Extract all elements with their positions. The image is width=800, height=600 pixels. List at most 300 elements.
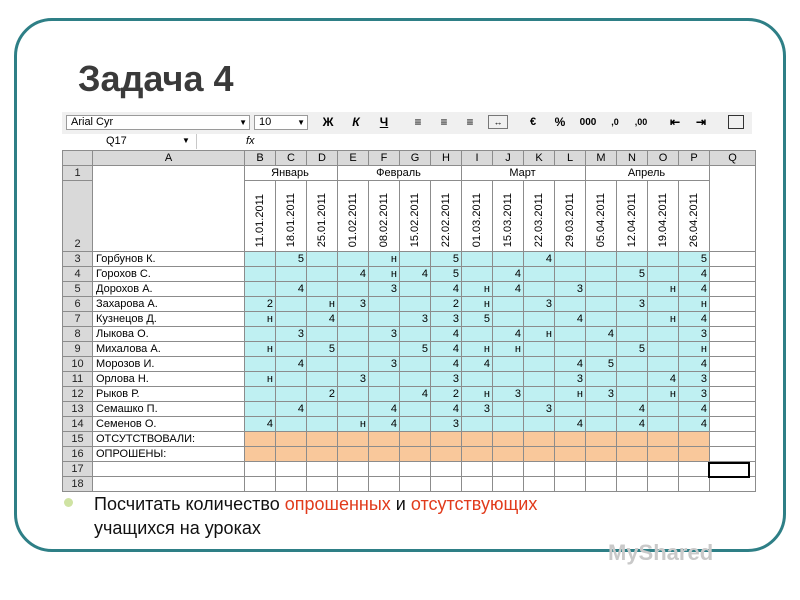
date-header[interactable] [586, 181, 617, 252]
grade-cell[interactable]: 4 [400, 267, 431, 282]
grade-cell[interactable]: 3 [617, 297, 648, 312]
grade-cell[interactable]: 4 [338, 267, 369, 282]
row-header[interactable]: 1 [63, 166, 93, 181]
grade-cell[interactable] [617, 312, 648, 327]
summary-cell[interactable] [338, 447, 369, 462]
cell[interactable] [710, 327, 756, 342]
grade-cell[interactable] [493, 417, 524, 432]
summary-cell[interactable] [617, 447, 648, 462]
row-header[interactable]: 2 [63, 181, 93, 252]
student-name-cell[interactable]: Морозов И. [93, 357, 245, 372]
grade-cell[interactable]: 2 [431, 297, 462, 312]
name-box[interactable] [66, 134, 197, 149]
grade-cell[interactable]: 4 [307, 312, 338, 327]
summary-cell[interactable] [276, 432, 307, 447]
grade-cell[interactable] [493, 402, 524, 417]
grade-cell[interactable] [338, 282, 369, 297]
thousands-button[interactable]: 000 [579, 117, 597, 128]
grade-cell[interactable]: 2 [431, 387, 462, 402]
grade-cell[interactable]: н [369, 252, 400, 267]
summary-label-cell[interactable]: ОТСУТСТВОВАЛИ: [93, 432, 245, 447]
increase-indent-icon[interactable]: ⇥ [695, 115, 707, 129]
grade-cell[interactable]: н [679, 342, 710, 357]
grade-cell[interactable] [648, 267, 679, 282]
name-header-cell[interactable] [93, 166, 245, 252]
grade-cell[interactable] [307, 357, 338, 372]
grade-cell[interactable]: 4 [524, 252, 555, 267]
grade-cell[interactable]: 4 [493, 267, 524, 282]
grade-cell[interactable] [524, 312, 555, 327]
cell[interactable] [710, 432, 756, 447]
cell[interactable] [93, 477, 245, 492]
increase-decimal-icon[interactable]: ,0 [611, 117, 619, 127]
grade-cell[interactable] [307, 417, 338, 432]
cell[interactable] [369, 477, 400, 492]
student-name-cell[interactable]: Лыкова О. [93, 327, 245, 342]
column-header-p[interactable]: P [679, 151, 710, 166]
cell[interactable] [307, 477, 338, 492]
grade-cell[interactable] [307, 282, 338, 297]
row-header[interactable]: 12 [63, 387, 93, 402]
grade-cell[interactable]: н [648, 312, 679, 327]
grade-cell[interactable]: н [462, 297, 493, 312]
cell[interactable] [710, 387, 756, 402]
column-header-q[interactable]: Q [710, 151, 756, 166]
summary-cell[interactable] [369, 447, 400, 462]
align-center-icon[interactable]: ≡ [440, 115, 448, 129]
grade-cell[interactable] [648, 327, 679, 342]
grade-cell[interactable]: 4 [617, 417, 648, 432]
grade-cell[interactable]: 3 [338, 297, 369, 312]
grade-cell[interactable]: 3 [431, 312, 462, 327]
grade-cell[interactable] [524, 267, 555, 282]
summary-cell[interactable] [648, 432, 679, 447]
select-all-corner[interactable] [63, 151, 93, 166]
grade-cell[interactable]: 5 [617, 342, 648, 357]
align-left-icon[interactable]: ≡ [414, 115, 422, 129]
cell[interactable] [710, 312, 756, 327]
merge-center-icon[interactable]: ↔ [488, 115, 508, 129]
grade-cell[interactable] [338, 402, 369, 417]
student-name-cell[interactable]: Дорохов А. [93, 282, 245, 297]
decrease-indent-icon[interactable]: ⇤ [669, 115, 681, 129]
grade-cell[interactable]: 4 [431, 402, 462, 417]
grade-cell[interactable]: 4 [276, 282, 307, 297]
grade-cell[interactable]: 4 [555, 417, 586, 432]
cell[interactable] [431, 477, 462, 492]
grade-cell[interactable]: 3 [338, 372, 369, 387]
summary-label-cell[interactable]: ОПРОШЕНЫ: [93, 447, 245, 462]
grade-cell[interactable] [245, 267, 276, 282]
summary-cell[interactable] [679, 432, 710, 447]
grade-cell[interactable]: 3 [555, 282, 586, 297]
cell[interactable] [307, 462, 338, 477]
summary-cell[interactable] [493, 432, 524, 447]
grade-cell[interactable]: 4 [431, 357, 462, 372]
summary-cell[interactable] [555, 432, 586, 447]
grade-cell[interactable]: 4 [617, 402, 648, 417]
grade-cell[interactable] [400, 372, 431, 387]
cell[interactable] [710, 357, 756, 372]
grade-cell[interactable]: 3 [586, 387, 617, 402]
grade-cell[interactable]: 3 [369, 327, 400, 342]
grade-cell[interactable] [648, 417, 679, 432]
summary-cell[interactable] [307, 447, 338, 462]
student-name-cell[interactable]: Горохов С. [93, 267, 245, 282]
student-name-cell[interactable]: Рыков Р. [93, 387, 245, 402]
grade-cell[interactable] [400, 357, 431, 372]
grade-cell[interactable]: 4 [245, 417, 276, 432]
summary-cell[interactable] [586, 447, 617, 462]
row-header[interactable]: 17 [63, 462, 93, 477]
grade-cell[interactable]: 3 [369, 357, 400, 372]
grade-cell[interactable] [524, 372, 555, 387]
grade-cell[interactable]: 3 [679, 327, 710, 342]
date-header[interactable] [617, 181, 648, 252]
column-header-n[interactable]: N [617, 151, 648, 166]
grade-cell[interactable] [586, 342, 617, 357]
cell[interactable] [710, 282, 756, 297]
grade-cell[interactable] [245, 357, 276, 372]
column-header-j[interactable]: J [493, 151, 524, 166]
month-header[interactable]: Январь [245, 166, 338, 181]
grade-cell[interactable] [555, 402, 586, 417]
cell[interactable] [710, 477, 756, 492]
font-name-select[interactable] [66, 115, 250, 130]
grade-cell[interactable] [400, 327, 431, 342]
grade-cell[interactable] [400, 297, 431, 312]
grade-cell[interactable]: 4 [679, 267, 710, 282]
cell[interactable] [710, 402, 756, 417]
date-header[interactable] [276, 181, 307, 252]
summary-cell[interactable] [524, 447, 555, 462]
grade-cell[interactable] [400, 252, 431, 267]
grade-cell[interactable]: 4 [400, 387, 431, 402]
grade-cell[interactable] [586, 417, 617, 432]
summary-cell[interactable] [462, 432, 493, 447]
summary-cell[interactable] [617, 432, 648, 447]
summary-cell[interactable] [307, 432, 338, 447]
grade-cell[interactable]: 5 [400, 342, 431, 357]
student-name-cell[interactable]: Семенов О. [93, 417, 245, 432]
grade-cell[interactable] [338, 252, 369, 267]
column-header-g[interactable]: G [400, 151, 431, 166]
row-header[interactable]: 14 [63, 417, 93, 432]
grade-cell[interactable] [617, 282, 648, 297]
grade-cell[interactable]: 4 [555, 357, 586, 372]
summary-cell[interactable] [462, 447, 493, 462]
grade-cell[interactable] [493, 297, 524, 312]
cell[interactable] [586, 477, 617, 492]
date-header[interactable] [648, 181, 679, 252]
summary-cell[interactable] [369, 432, 400, 447]
grade-cell[interactable] [493, 372, 524, 387]
grade-cell[interactable]: н [524, 327, 555, 342]
grade-cell[interactable] [369, 312, 400, 327]
grade-cell[interactable] [276, 342, 307, 357]
grade-cell[interactable] [462, 252, 493, 267]
summary-cell[interactable] [586, 432, 617, 447]
cell[interactable] [276, 462, 307, 477]
column-header-l[interactable]: L [555, 151, 586, 166]
row-header[interactable]: 16 [63, 447, 93, 462]
grade-cell[interactable] [617, 357, 648, 372]
cell[interactable] [679, 477, 710, 492]
column-header-m[interactable]: M [586, 151, 617, 166]
grade-cell[interactable] [648, 357, 679, 372]
date-header[interactable] [431, 181, 462, 252]
grade-cell[interactable] [586, 267, 617, 282]
grade-cell[interactable] [524, 387, 555, 402]
date-header[interactable] [307, 181, 338, 252]
grade-cell[interactable] [617, 387, 648, 402]
cell[interactable] [710, 447, 756, 462]
percent-button[interactable]: % [554, 115, 566, 129]
grade-cell[interactable] [245, 252, 276, 267]
grade-cell[interactable]: н [245, 312, 276, 327]
grade-cell[interactable] [617, 372, 648, 387]
grade-cell[interactable] [648, 252, 679, 267]
underline-button[interactable]: Ч [379, 115, 389, 129]
cell[interactable] [710, 267, 756, 282]
grade-cell[interactable]: 4 [462, 357, 493, 372]
grade-cell[interactable] [648, 297, 679, 312]
grade-cell[interactable] [369, 297, 400, 312]
column-header-f[interactable]: F [369, 151, 400, 166]
grade-cell[interactable]: н [245, 342, 276, 357]
grade-cell[interactable]: 4 [679, 417, 710, 432]
summary-cell[interactable] [431, 432, 462, 447]
column-header-i[interactable]: I [462, 151, 493, 166]
bold-button[interactable]: Ж [322, 115, 334, 129]
summary-cell[interactable] [400, 432, 431, 447]
grade-cell[interactable]: 3 [524, 297, 555, 312]
column-header-b[interactable]: B [245, 151, 276, 166]
summary-cell[interactable] [431, 447, 462, 462]
grade-cell[interactable] [369, 387, 400, 402]
grade-cell[interactable] [276, 312, 307, 327]
student-name-cell[interactable]: Михалова А. [93, 342, 245, 357]
grade-cell[interactable]: 3 [493, 387, 524, 402]
grade-cell[interactable]: 4 [555, 312, 586, 327]
grade-cell[interactable]: 5 [462, 312, 493, 327]
grade-cell[interactable]: 5 [617, 267, 648, 282]
grade-cell[interactable]: н [338, 417, 369, 432]
cell[interactable] [400, 477, 431, 492]
selected-cell-q17[interactable] [708, 462, 750, 478]
grade-cell[interactable] [276, 267, 307, 282]
grade-cell[interactable]: 3 [524, 402, 555, 417]
cell[interactable] [462, 477, 493, 492]
align-right-icon[interactable]: ≡ [466, 115, 474, 129]
grade-cell[interactable]: 4 [679, 357, 710, 372]
grade-cell[interactable] [400, 417, 431, 432]
summary-cell[interactable] [493, 447, 524, 462]
month-header[interactable]: Февраль [338, 166, 462, 181]
grade-cell[interactable]: 3 [369, 282, 400, 297]
grade-cell[interactable]: 5 [586, 357, 617, 372]
grade-cell[interactable]: н [555, 387, 586, 402]
row-header[interactable]: 18 [63, 477, 93, 492]
grade-cell[interactable]: 4 [648, 372, 679, 387]
cell[interactable] [493, 477, 524, 492]
date-header[interactable] [338, 181, 369, 252]
row-header[interactable]: 8 [63, 327, 93, 342]
grade-cell[interactable] [493, 252, 524, 267]
row-header[interactable]: 11 [63, 372, 93, 387]
fx-icon[interactable]: fx [246, 135, 255, 147]
grade-cell[interactable] [400, 282, 431, 297]
grade-cell[interactable]: н [462, 342, 493, 357]
grade-cell[interactable] [307, 252, 338, 267]
grade-cell[interactable]: 5 [679, 252, 710, 267]
grade-cell[interactable] [524, 342, 555, 357]
grade-cell[interactable] [462, 327, 493, 342]
grade-cell[interactable]: 4 [431, 282, 462, 297]
cell[interactable] [400, 462, 431, 477]
cell[interactable] [710, 297, 756, 312]
column-header-k[interactable]: K [524, 151, 555, 166]
grade-cell[interactable] [555, 297, 586, 312]
cell[interactable] [648, 477, 679, 492]
date-header[interactable] [679, 181, 710, 252]
grade-cell[interactable]: 3 [555, 372, 586, 387]
grade-cell[interactable] [245, 402, 276, 417]
grade-cell[interactable] [586, 282, 617, 297]
cell[interactable] [431, 462, 462, 477]
date-header[interactable] [245, 181, 276, 252]
grade-cell[interactable] [338, 312, 369, 327]
grade-cell[interactable] [369, 372, 400, 387]
grade-cell[interactable] [245, 282, 276, 297]
cell[interactable] [586, 462, 617, 477]
grade-cell[interactable]: 3 [679, 387, 710, 402]
date-header[interactable] [524, 181, 555, 252]
grade-cell[interactable] [307, 372, 338, 387]
grade-cell[interactable] [462, 267, 493, 282]
grade-cell[interactable]: 4 [679, 312, 710, 327]
grade-cell[interactable] [555, 327, 586, 342]
cell[interactable] [524, 477, 555, 492]
column-header-d[interactable]: D [307, 151, 338, 166]
month-header[interactable]: Апрель [586, 166, 710, 181]
cell[interactable] [245, 462, 276, 477]
grade-cell[interactable]: н [369, 267, 400, 282]
grade-cell[interactable] [400, 402, 431, 417]
grade-cell[interactable] [307, 267, 338, 282]
grade-cell[interactable]: 4 [369, 417, 400, 432]
summary-cell[interactable] [276, 447, 307, 462]
grade-cell[interactable] [245, 387, 276, 402]
row-header[interactable]: 13 [63, 402, 93, 417]
grade-cell[interactable] [276, 372, 307, 387]
grade-cell[interactable] [586, 297, 617, 312]
grade-cell[interactable]: 4 [276, 357, 307, 372]
cell[interactable] [710, 252, 756, 267]
student-name-cell[interactable]: Горбунов К. [93, 252, 245, 267]
cell[interactable] [493, 462, 524, 477]
cell[interactable] [338, 477, 369, 492]
grade-cell[interactable]: 3 [400, 312, 431, 327]
row-header[interactable]: 15 [63, 432, 93, 447]
grade-cell[interactable] [648, 342, 679, 357]
cell[interactable] [679, 462, 710, 477]
grade-cell[interactable]: 4 [679, 282, 710, 297]
grade-cell[interactable]: 4 [276, 402, 307, 417]
month-header[interactable]: Март [462, 166, 586, 181]
cell[interactable] [710, 417, 756, 432]
cell[interactable] [276, 477, 307, 492]
italic-button[interactable]: К [352, 115, 360, 129]
row-header[interactable]: 10 [63, 357, 93, 372]
date-header[interactable] [493, 181, 524, 252]
student-name-cell[interactable]: Семашко П. [93, 402, 245, 417]
cell[interactable] [245, 477, 276, 492]
cell[interactable] [710, 342, 756, 357]
student-name-cell[interactable]: Орлова Н. [93, 372, 245, 387]
grade-cell[interactable] [493, 312, 524, 327]
summary-cell[interactable] [524, 432, 555, 447]
grade-cell[interactable]: 5 [431, 252, 462, 267]
grade-cell[interactable] [338, 387, 369, 402]
student-name-cell[interactable]: Захарова А. [93, 297, 245, 312]
row-header[interactable]: 5 [63, 282, 93, 297]
grade-cell[interactable] [338, 357, 369, 372]
grade-cell[interactable]: 3 [462, 402, 493, 417]
grade-cell[interactable]: 2 [307, 387, 338, 402]
grade-cell[interactable] [586, 372, 617, 387]
grade-cell[interactable] [617, 327, 648, 342]
summary-cell[interactable] [245, 447, 276, 462]
grade-cell[interactable]: н [648, 387, 679, 402]
grade-cell[interactable] [276, 387, 307, 402]
grade-cell[interactable] [555, 252, 586, 267]
row-header[interactable]: 7 [63, 312, 93, 327]
grade-cell[interactable] [462, 417, 493, 432]
grade-cell[interactable]: 5 [307, 342, 338, 357]
grade-cell[interactable]: н [245, 372, 276, 387]
grade-cell[interactable] [493, 357, 524, 372]
grade-cell[interactable] [648, 402, 679, 417]
cell[interactable] [369, 462, 400, 477]
grade-cell[interactable]: 3 [431, 417, 462, 432]
student-name-cell[interactable]: Кузнецов Д. [93, 312, 245, 327]
grade-cell[interactable]: н [462, 282, 493, 297]
summary-cell[interactable] [400, 447, 431, 462]
column-header-e[interactable]: E [338, 151, 369, 166]
grade-cell[interactable]: 4 [679, 402, 710, 417]
grade-cell[interactable]: 4 [431, 327, 462, 342]
date-header[interactable] [555, 181, 586, 252]
cell[interactable] [524, 462, 555, 477]
grade-cell[interactable] [586, 402, 617, 417]
grade-cell[interactable]: 4 [431, 342, 462, 357]
grade-cell[interactable]: 5 [276, 252, 307, 267]
borders-icon[interactable] [728, 115, 744, 129]
cell[interactable] [555, 477, 586, 492]
summary-cell[interactable] [245, 432, 276, 447]
cell[interactable] [617, 462, 648, 477]
grade-cell[interactable]: 4 [493, 327, 524, 342]
grade-cell[interactable] [586, 312, 617, 327]
row-header[interactable]: 3 [63, 252, 93, 267]
currency-icon[interactable]: € [529, 116, 537, 128]
grade-cell[interactable]: 3 [431, 372, 462, 387]
grade-cell[interactable] [462, 372, 493, 387]
summary-cell[interactable] [679, 447, 710, 462]
grade-cell[interactable]: н [679, 297, 710, 312]
column-header-a[interactable]: A [93, 151, 245, 166]
